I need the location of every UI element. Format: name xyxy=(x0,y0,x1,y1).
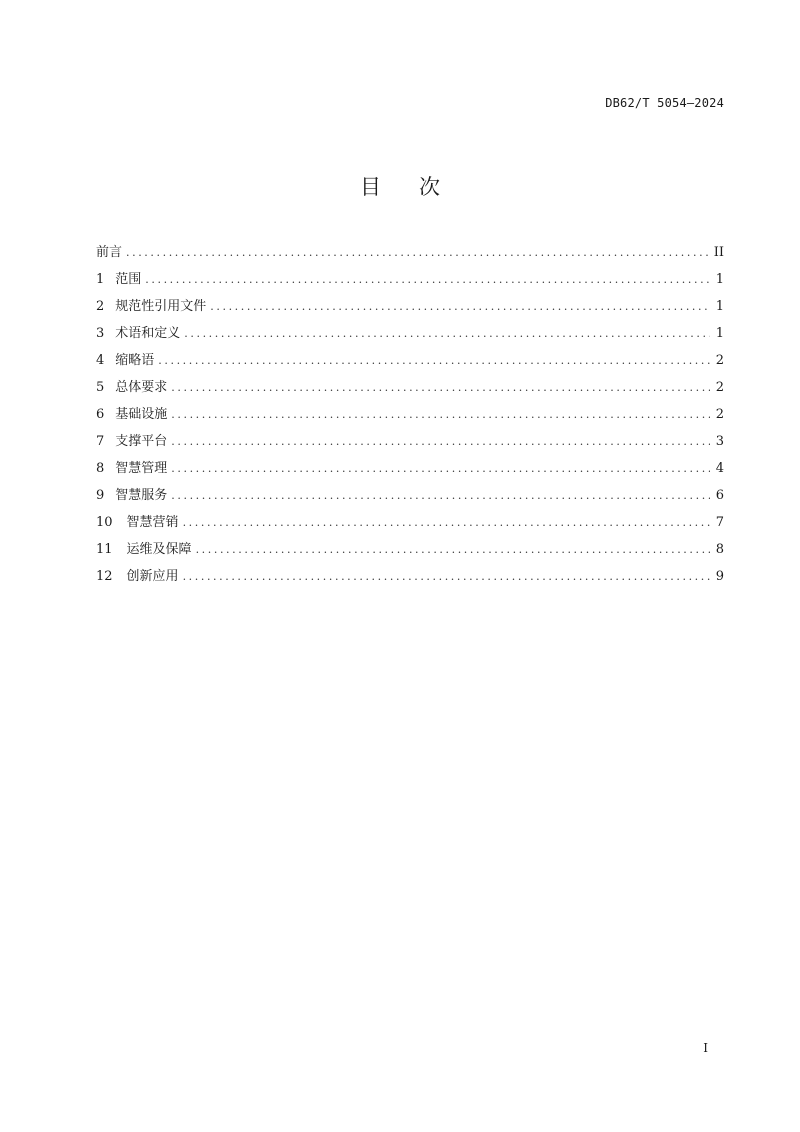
toc-leader-dots xyxy=(184,324,709,344)
toc-entry-page: 7 xyxy=(715,515,724,530)
toc-entry-2[interactable] xyxy=(96,297,724,324)
toc-entry-page: 9 xyxy=(715,569,724,584)
toc-entry-1[interactable] xyxy=(96,270,724,297)
toc-leader-dots xyxy=(171,378,709,398)
toc-leader-dots xyxy=(145,270,709,290)
toc-entry-number: 8 xyxy=(96,461,105,476)
toc-entry-page: 8 xyxy=(715,542,724,557)
toc-entry-page: 4 xyxy=(715,461,724,476)
toc-entry-label: 基础设施 xyxy=(115,407,168,422)
toc-entry-page: 1 xyxy=(715,272,724,287)
toc-entry-label: 智慧营销 xyxy=(126,515,179,530)
toc-entry-4[interactable] xyxy=(96,351,724,378)
toc-leader-dots xyxy=(183,567,710,587)
toc-entry-label: 术语和定义 xyxy=(115,326,181,341)
toc-leader-dots xyxy=(171,405,709,425)
toc-leader-dots xyxy=(171,432,709,452)
title-char-1: 目 xyxy=(360,175,381,199)
toc-leader-dots xyxy=(196,540,710,560)
toc-leader-dots xyxy=(171,486,709,506)
toc-entry-12[interactable] xyxy=(96,567,724,594)
toc-entry-number: 2 xyxy=(96,299,105,314)
toc-entry-number: 7 xyxy=(96,434,105,449)
table-of-contents xyxy=(96,243,724,594)
toc-entry-label: 支撑平台 xyxy=(115,434,168,449)
toc-entry-5[interactable] xyxy=(96,378,724,405)
toc-entry-number: 6 xyxy=(96,407,105,422)
toc-leader-dots xyxy=(171,459,709,479)
toc-entry-8[interactable] xyxy=(96,459,724,486)
toc-entry-page: 2 xyxy=(715,380,724,395)
toc-entry-number: 10 xyxy=(96,515,113,530)
toc-entry-label: 缩略语 xyxy=(115,353,155,368)
toc-entry-preface[interactable] xyxy=(96,243,724,270)
toc-entry-label: 总体要求 xyxy=(115,380,168,395)
toc-entry-9[interactable] xyxy=(96,486,724,513)
toc-entry-label: 前言 xyxy=(96,245,123,260)
toc-entry-label: 智慧管理 xyxy=(115,461,168,476)
title-char-2: 次 xyxy=(419,175,440,199)
toc-entry-10[interactable] xyxy=(96,513,724,540)
toc-entry-label: 运维及保障 xyxy=(126,542,192,557)
toc-entry-3[interactable] xyxy=(96,324,724,351)
toc-entry-page: 1 xyxy=(715,326,724,341)
toc-entry-number: 3 xyxy=(96,326,105,341)
page-title xyxy=(0,171,800,201)
toc-entry-page: 2 xyxy=(715,407,724,422)
toc-entry-number: 4 xyxy=(96,353,105,368)
toc-entry-page: 3 xyxy=(715,434,724,449)
toc-entry-number: 1 xyxy=(96,272,105,287)
toc-entry-number: 9 xyxy=(96,488,105,503)
toc-entry-6[interactable] xyxy=(96,405,724,432)
toc-entry-7[interactable] xyxy=(96,432,724,459)
toc-entry-page: 2 xyxy=(715,353,724,368)
toc-leader-dots xyxy=(158,351,709,371)
toc-entry-label: 智慧服务 xyxy=(115,488,168,503)
toc-entry-page: II xyxy=(713,245,724,260)
toc-entry-11[interactable] xyxy=(96,540,724,567)
toc-leader-dots xyxy=(183,513,710,533)
toc-entry-number: 5 xyxy=(96,380,105,395)
toc-entry-label: 范围 xyxy=(115,272,142,287)
toc-entry-label: 规范性引用文件 xyxy=(115,299,207,314)
page-number: I xyxy=(703,1041,708,1055)
toc-entry-number: 11 xyxy=(96,542,113,557)
document-code: DB62/T 5054—2024 xyxy=(605,96,724,110)
toc-leader-dots xyxy=(210,297,709,317)
toc-entry-number: 12 xyxy=(96,569,113,584)
toc-entry-page: 6 xyxy=(715,488,724,503)
toc-entry-label: 创新应用 xyxy=(126,569,179,584)
toc-leader-dots xyxy=(126,243,708,263)
toc-entry-page: 1 xyxy=(715,299,724,314)
